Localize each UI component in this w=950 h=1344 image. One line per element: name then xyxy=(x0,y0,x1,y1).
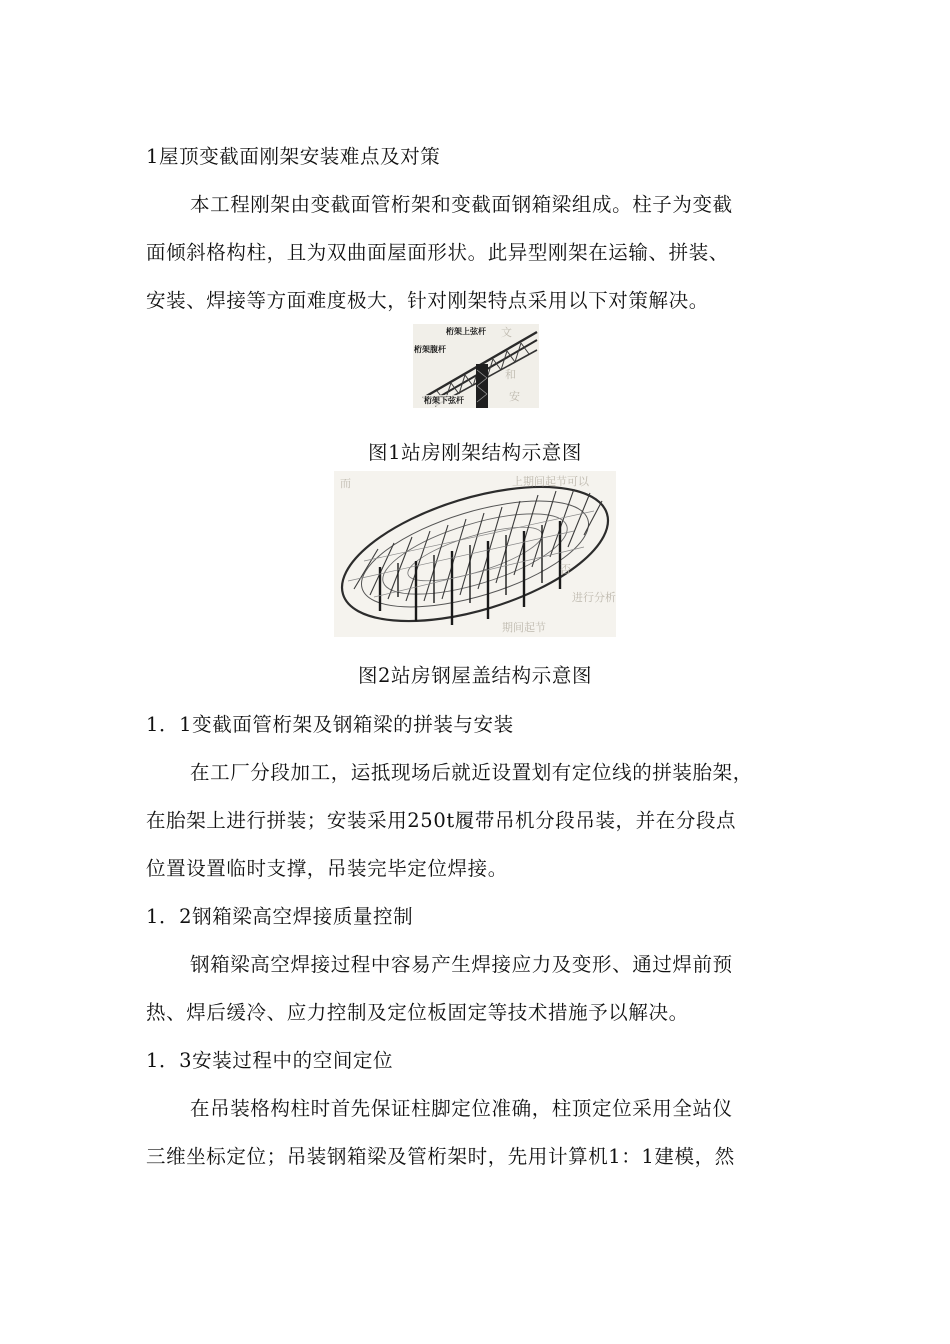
paragraph-line: 钢箱梁高空焊接过程中容易产生焊接应力及变形、通过焊前预 xyxy=(190,953,733,976)
subsection-heading: 1．2钢箱梁高空焊接质量控制 xyxy=(146,905,414,928)
lower-chord-label: 桁架下弦杆 xyxy=(424,396,464,405)
upper-chord-label: 桁架上弦杆 xyxy=(446,327,486,336)
subsection-heading: 1．1变截面管桁架及钢箱梁的拼装与安装 xyxy=(146,713,514,736)
roof-lattice-drawing xyxy=(334,471,616,637)
frame-structure-figure: 文 和 安 桁架上弦杆 桁架腹杆 桁架下弦杆 xyxy=(413,324,539,408)
paragraph-line: 热、焊后缓冷、应力控制及定位板固定等技术措施予以解决。 xyxy=(146,1001,689,1024)
figure-caption: 图1站房刚架结构示意图 xyxy=(367,441,582,464)
paragraph-line: 安装、焊接等方面难度极大，针对刚架特点采用以下对策解决。 xyxy=(146,289,709,312)
roof-structure-figure: 而 上期间起节可以 否 进行分析 期间起节 xyxy=(334,471,616,637)
figure-caption: 图2站房钢屋盖结构示意图 xyxy=(357,664,593,687)
subsection-heading: 1．3安装过程中的空间定位 xyxy=(146,1049,394,1072)
paragraph-line: 在胎架上进行拼装；安装采用250t履带吊机分段吊装，并在分段点 xyxy=(146,809,737,832)
web-member-label: 桁架腹杆 xyxy=(414,345,446,354)
paragraph-line: 在吊装格构柱时首先保证柱脚定位准确，柱顶定位采用全站仪 xyxy=(190,1097,733,1120)
paragraph-line: 面倾斜格构柱，且为双曲面屋面形状。此异型刚架在运输、拼装、 xyxy=(146,241,729,264)
section-heading: 1屋顶变截面刚架安装难点及对策 xyxy=(146,145,441,168)
paragraph-line: 在工厂分段加工，运抵现场后就近设置划有定位线的拼装胎架， xyxy=(190,761,753,784)
paragraph-line: 位置设置临时支撑，吊装完毕定位焊接。 xyxy=(146,857,508,880)
paragraph-line: 三维坐标定位；吊装钢箱梁及管桁架时，先用计算机1：1建模，然 xyxy=(146,1145,735,1168)
paragraph-line: 本工程刚架由变截面管桁架和变截面钢箱梁组成。柱子为变截 xyxy=(190,193,733,216)
